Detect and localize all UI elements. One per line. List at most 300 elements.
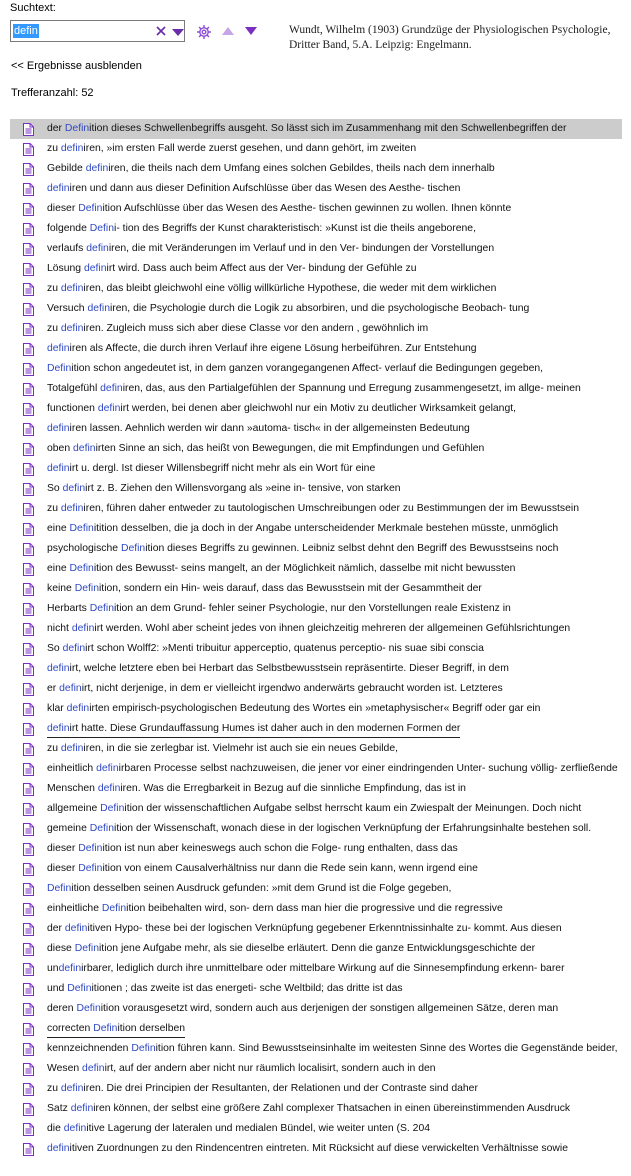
- snippet-suffix: itiven Hypo- these bei der logischen Verknüpfung gegebener Erkenntnissinhalte zu- kommt. Aus diesen: [87, 923, 562, 934]
- result-snippet: [47, 559, 515, 579]
- result-snippet: [47, 239, 494, 259]
- snippet-prefix: zu: [47, 143, 61, 154]
- snippet-prefix: So: [47, 483, 63, 494]
- document-icon: [23, 883, 34, 896]
- search-hit: defin: [47, 463, 70, 474]
- snippet-prefix: Wesen: [47, 1063, 83, 1074]
- snippet-prefix: dieser: [47, 863, 79, 874]
- document-icon: [23, 623, 34, 636]
- result-snippet: [47, 679, 503, 699]
- snippet-suffix: ition desselben seinen Ausdruck gefunden: »mit dem Grund ist die Folge gegeben,: [71, 883, 452, 894]
- close-icon[interactable]: [155, 25, 167, 37]
- snippet-prefix: klar: [47, 703, 67, 714]
- document-icon: [23, 743, 34, 756]
- search-hit: defin: [96, 763, 119, 774]
- result-row[interactable]: [10, 119, 622, 139]
- result-snippet: [47, 359, 543, 379]
- search-hit: Defin: [47, 363, 72, 374]
- search-label: Suchtext:: [10, 2, 56, 14]
- gear-icon[interactable]: [196, 24, 212, 40]
- document-icon: [23, 803, 34, 816]
- document-icon: [23, 143, 34, 156]
- snippet-prefix: eine: [47, 563, 70, 574]
- result-row[interactable]: [10, 1039, 622, 1059]
- result-snippet: [47, 859, 478, 879]
- snippet-prefix: der: [47, 923, 65, 934]
- result-row[interactable]: [10, 539, 622, 559]
- search-hit: defin: [60, 743, 84, 754]
- snippet-suffix: iren lassen. Aehnlich werden wir dann »automa- tisch« in der allgemeinsten Bedeutung: [69, 423, 470, 434]
- snippet-suffix: ition dieses Schwellenbegriffs ausgeht. So lässt sich im Zusammenhang mit den Schwellenbegriffen der: [89, 123, 567, 134]
- snippet-prefix: keine: [47, 583, 75, 594]
- snippet-prefix: diese: [47, 943, 75, 954]
- result-snippet: [47, 939, 535, 959]
- result-snippet: [47, 1059, 436, 1079]
- document-icon: [23, 203, 34, 216]
- result-row[interactable]: [10, 939, 622, 959]
- result-row[interactable]: [10, 799, 622, 819]
- arrow-down-icon[interactable]: [244, 26, 258, 36]
- result-snippet: [47, 199, 511, 219]
- search-hit: defin: [71, 623, 95, 634]
- snippet-prefix: und: [47, 983, 68, 994]
- search-hit: defin: [64, 923, 88, 934]
- result-snippet: [47, 499, 579, 519]
- snippet-suffix: irt, welche letztere eben bei Herbart das Selbstbewusstsein repräsentirte. Dieser Begriff, in dem: [69, 663, 509, 674]
- snippet-prefix: gemeine: [47, 823, 90, 834]
- document-icon: [23, 323, 34, 336]
- snippet-prefix: Lösung: [47, 263, 84, 274]
- snippet-suffix: ition vorausgesetzt wird, sondern auch aus derjenigen der sonstigen allgemeinen Sätze, deren man: [100, 1003, 559, 1014]
- snippet-suffix: irten empirisch-psychologischen Bedeutung des Wortes ein »metaphysischer« Begriff oder gar ein: [89, 703, 541, 714]
- snippet-suffix: irt wird. Dass auch beim Affect aus der Ver- bindung der Gefühle zu: [106, 263, 417, 274]
- result-snippet: [47, 999, 558, 1019]
- result-row[interactable]: [10, 719, 622, 739]
- document-icon: [23, 1143, 34, 1156]
- snippet-prefix: un: [47, 963, 59, 974]
- result-row[interactable]: [10, 419, 622, 439]
- result-row[interactable]: [10, 819, 622, 839]
- document-icon: [23, 303, 34, 316]
- snippet-suffix: itition desselben, die ja doch in der Angabe unterscheidender Merkmale bestehen müsste, unmöglich: [93, 523, 559, 534]
- snippet-prefix: allgemeine: [47, 803, 101, 814]
- result-snippet: [47, 399, 516, 419]
- result-snippet: [47, 159, 495, 179]
- snippet-prefix: oben: [47, 443, 74, 454]
- document-icon: [23, 1083, 34, 1096]
- result-snippet: [47, 459, 375, 479]
- document-icon: [23, 703, 34, 716]
- snippet-prefix: zu: [47, 1083, 61, 1094]
- snippet-suffix: irbaren Processe selbst nachzuweisen, die jener vor einer eindringenden Unter- suchung völlig- zerfließende: [118, 763, 618, 774]
- document-icon: [23, 463, 34, 476]
- result-row[interactable]: [10, 759, 622, 779]
- snippet-prefix: Totalgefühl: [47, 383, 101, 394]
- search-hit: defin: [97, 403, 121, 414]
- result-row[interactable]: [10, 199, 622, 219]
- snippet-prefix: dieser: [47, 843, 79, 854]
- result-row[interactable]: [10, 779, 622, 799]
- result-row[interactable]: [10, 379, 622, 399]
- result-row[interactable]: [10, 999, 622, 1019]
- snippet-prefix: zu: [47, 323, 61, 334]
- result-snippet: [47, 779, 466, 799]
- search-hit: defin: [59, 683, 82, 694]
- search-hit: Defin: [69, 523, 94, 534]
- snippet-suffix: iren als Affecte, die durch ihren Verlauf ihre eigene Lösung herbeiführen. Zur Entstehung: [69, 343, 477, 354]
- snippet-suffix: iren, die Psychologie durch die Logik zu absorbiren, und die psychologische Beobach- tung: [109, 303, 530, 314]
- document-icon: [23, 343, 34, 356]
- snippet-prefix: eine: [47, 523, 70, 534]
- document-icon: [23, 843, 34, 856]
- result-row[interactable]: [10, 219, 622, 239]
- result-snippet: [47, 539, 558, 559]
- results-list: [10, 119, 622, 1159]
- search-hit: defin: [82, 1063, 105, 1074]
- result-row[interactable]: [10, 1099, 622, 1119]
- document-icon: [23, 483, 34, 496]
- search-hit: defin: [60, 143, 84, 154]
- snippet-suffix: irt werden, bei denen aber gleichwohl nur ein Motiv zu deutlicher Wirksamkeit gelangt,: [120, 403, 517, 414]
- result-row[interactable]: [10, 839, 622, 859]
- result-row[interactable]: [10, 179, 622, 199]
- result-row[interactable]: [10, 439, 622, 459]
- search-hit: defin: [100, 383, 123, 394]
- document-icon: [23, 403, 34, 416]
- search-hit: defin: [60, 323, 84, 334]
- snippet-suffix: iren, die theils nach dem Umfang eines solchen Gebildes, theils nach dem innerhalb: [108, 163, 495, 174]
- result-row[interactable]: [10, 879, 622, 899]
- result-row[interactable]: [10, 659, 622, 679]
- snippet-suffix: iren, das, aus den Partialgefühlen der Spannung und Erregung zusammengesetzt, im allge- meinen: [122, 383, 581, 394]
- result-row[interactable]: [10, 259, 622, 279]
- result-row[interactable]: [10, 399, 622, 419]
- search-hit: defin: [60, 503, 84, 514]
- search-hit: Defin: [78, 843, 103, 854]
- snippet-suffix: i- tion des Begriffs der Kunst charakteristisch: »Kunst ist die theils angeborene,: [114, 223, 476, 234]
- result-row[interactable]: [10, 479, 622, 499]
- result-snippet: [47, 759, 618, 779]
- result-snippet: [47, 979, 403, 999]
- search-hit: defin: [97, 783, 121, 794]
- result-row[interactable]: [10, 899, 622, 919]
- hide-results-link[interactable]: << Ergebnisse ausblenden: [11, 60, 142, 72]
- result-snippet: [47, 1099, 570, 1119]
- result-row[interactable]: [10, 1059, 622, 1079]
- search-hit: Defin: [67, 983, 92, 994]
- result-row[interactable]: [10, 139, 622, 159]
- snippet-suffix: iren, die mit Veränderungen im Verlauf und in den Ver- bindungen der Vorstellungen: [108, 243, 495, 254]
- snippet-suffix: itionen ; das zweite ist das energeti- sche Weltbild; das dritte ist das: [91, 983, 403, 994]
- snippet-suffix: iren. Zugleich muss sich aber diese Classe vor den andern , gewöhnlich im: [83, 323, 429, 334]
- snippet-suffix: irt schon Wolff2: »Menti tribuitur apperceptio, quatenus perceptio- nis suae sibi conscia: [85, 643, 484, 654]
- document-icon: [23, 783, 34, 796]
- snippet-suffix: ition derselben: [117, 1023, 186, 1034]
- snippet-prefix: Gebilde: [47, 163, 86, 174]
- document-icon: [23, 283, 34, 296]
- document-icon: [23, 723, 34, 736]
- result-snippet: [47, 139, 416, 159]
- result-snippet: [47, 379, 581, 399]
- result-snippet: [47, 839, 458, 859]
- result-snippet: [47, 699, 540, 719]
- snippet-prefix: die: [47, 1123, 64, 1134]
- snippet-suffix: ition führen kann. Sind Bewusstseinsinhalte im weitesten Sinne des Wortes die Gegenstände beider,: [155, 1043, 618, 1054]
- document-icon: [23, 1003, 34, 1016]
- snippet-prefix: zu: [47, 503, 61, 514]
- snippet-suffix: ition von einem Causalverhältniss nur dann die Rede sein kann, wenn irgend eine: [102, 863, 478, 874]
- search-hit: defin: [73, 443, 96, 454]
- search-hit: defin: [70, 1103, 94, 1114]
- result-snippet: [47, 319, 428, 339]
- search-hit: Defin: [89, 223, 115, 234]
- result-snippet: [47, 1020, 185, 1038]
- snippet-suffix: irt, auf der andern aber nicht nur räumlich localisirt, sondern auch in den: [104, 1063, 436, 1074]
- snippet-suffix: ition der wissenschaftlichen Aufgabe selbst herrscht kaum ein Zwiespalt der Meinungen. Doch nicht: [124, 803, 582, 814]
- snippet-suffix: iren und dann aus dieser Definition Aufschlüsse über das Wesen des Aesthe- tischen: [69, 183, 461, 194]
- snippet-suffix: iren, führen daher entweder zu tautologischen Umschreibungen oder zu Bestimmungen der im Bewusstsein: [83, 503, 579, 514]
- result-snippet: [47, 179, 460, 199]
- snippet-prefix: kennzeichnenden: [47, 1043, 132, 1054]
- result-row[interactable]: [10, 699, 622, 719]
- document-icon: [23, 823, 34, 836]
- search-hit: Defin: [74, 583, 99, 594]
- result-snippet: [47, 119, 566, 139]
- document-icon: [23, 903, 34, 916]
- snippet-suffix: iren, in die sie zerlegbar ist. Vielmehr ist auch sie ein neues Gebilde,: [83, 743, 399, 754]
- document-icon: [23, 583, 34, 596]
- search-hit: defin: [47, 723, 70, 734]
- snippet-suffix: irbarer, lediglich durch ihre unmittelbare oder mittelbare Wirkung auf die Sinnesempfindung erkenn- barer: [81, 963, 565, 974]
- result-snippet: [47, 959, 565, 979]
- result-row[interactable]: [10, 499, 622, 519]
- snippet-suffix: ition Aufschlüsse über das Wesen des Aesthe- tischen gewinnen zu wollen. Ihnen könnte: [102, 203, 512, 214]
- result-row[interactable]: [10, 919, 622, 939]
- result-snippet: [47, 1079, 478, 1099]
- snippet-prefix: Satz: [47, 1103, 71, 1114]
- result-row[interactable]: [10, 859, 622, 879]
- document-icon: [23, 223, 34, 236]
- result-row[interactable]: [10, 239, 622, 259]
- result-row[interactable]: [10, 639, 622, 659]
- search-input[interactable]: defin: [14, 25, 38, 37]
- result-snippet: [47, 579, 482, 599]
- search-hit: Defin: [131, 1043, 156, 1054]
- search-hit: Defin: [69, 563, 94, 574]
- result-snippet: [47, 919, 562, 939]
- search-hit: Defin: [78, 203, 103, 214]
- document-icon: [23, 383, 34, 396]
- document-icon: [23, 763, 34, 776]
- snippet-suffix: irten Sinne an sich, das heißt von Bewegungen, die mit Empfindungen und Gefühlen: [95, 443, 485, 454]
- snippet-suffix: iren, das bleibt gleichwohl eine völlig willkürliche Hypothese, die weder mit dem wirklichen: [83, 283, 497, 294]
- search-hit: Defin: [74, 943, 99, 954]
- snippet-suffix: ition an dem Grund- fehler seiner Psychologie, nur den Vorstellungen reale Existenz in: [114, 603, 511, 614]
- result-snippet: [47, 219, 476, 239]
- snippet-prefix: zu: [47, 743, 61, 754]
- result-row[interactable]: [10, 299, 622, 319]
- document-icon: [23, 243, 34, 256]
- result-snippet: [47, 259, 417, 279]
- search-hit: defin: [47, 183, 70, 194]
- snippet-suffix: ition, sondern ein Hin- weis darauf, dass das Bewusstsein mit der Gesammtheit der: [99, 583, 482, 594]
- document-icon: [23, 863, 34, 876]
- result-row[interactable]: [10, 339, 622, 359]
- dropdown-arrow-icon[interactable]: [171, 27, 185, 37]
- result-row[interactable]: [10, 599, 622, 619]
- result-snippet: [47, 299, 529, 319]
- hit-count: Trefferanzahl: 52: [11, 87, 94, 99]
- snippet-suffix: ition schon angedeutet ist, in dem ganzen vorangegangenen Affect- verlauf die Bedingungen gegeben,: [71, 363, 544, 374]
- snippet-suffix: ition des Bewusst- seins mangelt, an der Möglichkeit nämlich, dasselbe mit nicht bewussten: [93, 563, 516, 574]
- result-row[interactable]: [10, 519, 622, 539]
- snippet-suffix: irt u. dergl. Ist dieser Willensbegriff nicht mehr als ein Wort für eine: [69, 463, 376, 474]
- result-snippet: [47, 1119, 430, 1139]
- snippet-prefix: einheitlich: [47, 763, 97, 774]
- search-hit: Defin: [120, 543, 146, 554]
- snippet-suffix: iren können, der selbst eine größere Zahl complexer Thatsachen in einen übereinstimmenden Ausdruck: [93, 1103, 571, 1114]
- result-row[interactable]: [10, 739, 622, 759]
- result-snippet: [47, 599, 511, 619]
- result-row[interactable]: [10, 959, 622, 979]
- result-snippet: [47, 279, 496, 299]
- search-hit: Defin: [47, 883, 72, 894]
- search-hit: defin: [58, 963, 82, 974]
- result-row[interactable]: [10, 1019, 622, 1039]
- result-snippet: [47, 659, 509, 679]
- result-snippet: [47, 739, 398, 759]
- snippet-suffix: iren. Die drei Principien der Resultanten, der Relationen und der Contraste sind daher: [83, 1083, 478, 1094]
- document-icon: [23, 983, 34, 996]
- document-icon: [23, 543, 34, 556]
- snippet-prefix: zu: [47, 283, 61, 294]
- result-snippet: [47, 1039, 618, 1059]
- result-snippet: [47, 419, 470, 439]
- result-row[interactable]: [10, 1079, 622, 1099]
- snippet-suffix: irt werden. Wohl aber scheint jedes von ihnen gleichzeitig mehreren der allgemeinen Gefühlsrichtungen: [94, 623, 571, 634]
- result-snippet: [47, 479, 401, 499]
- citation: Wundt, Wilhelm (1903) Grundzüge der Physiologischen Psychologie, Dritter Band, 5.A. Leipzig: Engelmann.: [289, 24, 611, 51]
- snippet-prefix: er: [47, 683, 60, 694]
- snippet-prefix: correcten: [47, 1023, 94, 1034]
- search-hit: defin: [86, 243, 109, 254]
- result-row[interactable]: [10, 159, 622, 179]
- result-snippet: [47, 439, 484, 459]
- search-hit: defin: [47, 663, 70, 674]
- search-hit: defin: [87, 303, 110, 314]
- document-icon: [23, 443, 34, 456]
- search-hit: Defin: [89, 823, 115, 834]
- result-row[interactable]: [10, 319, 622, 339]
- snippet-prefix: dieser: [47, 203, 79, 214]
- search-hit: defin: [85, 163, 109, 174]
- result-row[interactable]: [10, 279, 622, 299]
- search-hit: defin: [63, 1123, 87, 1134]
- document-icon: [23, 643, 34, 656]
- search-hit: Defin: [76, 1003, 101, 1014]
- result-row[interactable]: [10, 619, 622, 639]
- document-icon: [23, 163, 34, 176]
- snippet-suffix: irt, nicht derjenige, in dem er vielleicht irgendwo anderwärts gebraucht worden ist. Letzteres: [81, 683, 503, 694]
- search-hit: defin: [60, 1083, 84, 1094]
- search-hit: defin: [66, 703, 90, 714]
- result-snippet: [47, 639, 484, 659]
- result-row[interactable]: [10, 459, 622, 479]
- document-icon: [23, 663, 34, 676]
- search-hit: Defin: [64, 123, 90, 134]
- document-icon: [23, 1123, 34, 1136]
- document-icon: [23, 943, 34, 956]
- snippet-suffix: iren. Was die Erregbarkeit in Bezug auf die sinnliche Empfindung, das ist in: [120, 783, 466, 794]
- search-hit: defin: [83, 263, 107, 274]
- result-row[interactable]: [10, 979, 622, 999]
- result-row[interactable]: [10, 359, 622, 379]
- search-hit: defin: [47, 343, 70, 354]
- result-row[interactable]: [10, 1119, 622, 1139]
- result-snippet: [47, 619, 570, 639]
- document-icon: [23, 963, 34, 976]
- search-hit: defin: [47, 423, 70, 434]
- result-row[interactable]: [10, 1139, 622, 1159]
- document-icon: [23, 423, 34, 436]
- search-hit: Defin: [78, 863, 103, 874]
- snippet-suffix: irt z. B. Ziehen den Willensvorgang als »eine in- tensive, von starken: [85, 483, 401, 494]
- snippet-prefix: einheitliche: [47, 903, 102, 914]
- result-snippet: [47, 519, 558, 539]
- search-hit: defin: [47, 1143, 70, 1154]
- result-snippet: [47, 819, 591, 839]
- document-icon: [23, 683, 34, 696]
- result-row[interactable]: [10, 579, 622, 599]
- snippet-prefix: nicht: [47, 623, 72, 634]
- document-icon: [23, 1063, 34, 1076]
- snippet-prefix: So: [47, 643, 63, 654]
- result-snippet: [47, 1139, 568, 1159]
- snippet-suffix: ition dieses Begriffs zu gewinnen. Leibniz selbst dehnt den Begriff des Bewusstseins noch: [145, 543, 559, 554]
- arrow-up-icon[interactable]: [221, 26, 235, 36]
- snippet-prefix: verlaufs: [47, 243, 87, 254]
- document-icon: [23, 183, 34, 196]
- result-snippet: [47, 799, 581, 819]
- snippet-prefix: functionen: [47, 403, 98, 414]
- snippet-suffix: iren, »im ersten Fall werde zuerst gesehen, und dann gehört, im zweiten: [83, 143, 417, 154]
- snippet-suffix: itive Lagerung der lateralen und medialen Bündel, wie weiter unten (S. 204: [86, 1123, 431, 1134]
- document-icon: [23, 563, 34, 576]
- result-row[interactable]: [10, 679, 622, 699]
- search-hit: defin: [60, 283, 84, 294]
- snippet-suffix: ition beibehalten wird, son- dern dass man hier die progressive und die regressive: [126, 903, 503, 914]
- result-snippet: [47, 899, 503, 919]
- search-hit: Defin: [101, 903, 127, 914]
- document-icon: [23, 263, 34, 276]
- document-icon: [23, 363, 34, 376]
- document-icon: [23, 1023, 34, 1036]
- document-icon: [23, 923, 34, 936]
- snippet-suffix: ition der Wissenschaft, wonach diese in der logischen Verknüpfung der Erfahrungsinhalte bestehen soll.: [114, 823, 592, 834]
- result-row[interactable]: [10, 559, 622, 579]
- snippet-prefix: deren: [47, 1003, 77, 1014]
- snippet-suffix: ition ist nun aber keineswegs auch schon die Folge- rung enthalten, dass das: [102, 843, 458, 854]
- document-icon: [23, 603, 34, 616]
- document-icon: [23, 1103, 34, 1116]
- result-snippet: [47, 879, 451, 899]
- search-hit: defin: [62, 483, 86, 494]
- document-icon: [23, 1043, 34, 1056]
- result-snippet: [47, 720, 460, 738]
- snippet-prefix: Versuch: [47, 303, 88, 314]
- snippet-prefix: Herbarts: [47, 603, 90, 614]
- snippet-suffix: itiven Zuordnungen zu den Rindencentren eintreten. Mit Rücksicht auf diese verwickelten Verhältnisse sowie: [69, 1143, 568, 1154]
